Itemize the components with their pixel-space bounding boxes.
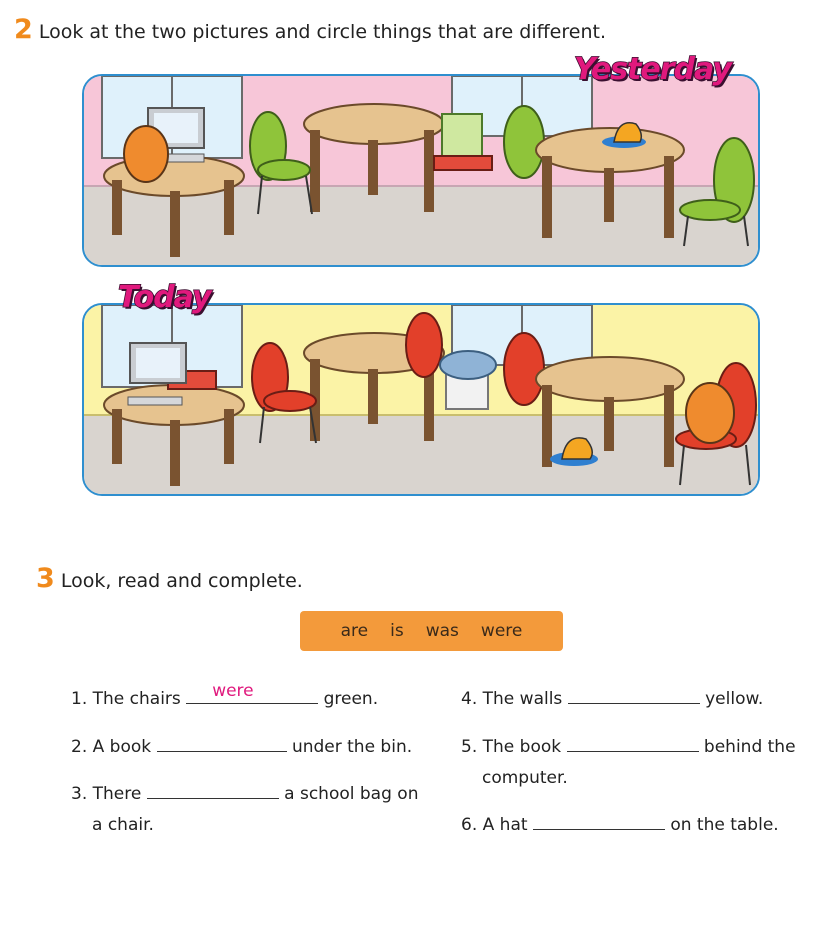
- sentence-4: [461, 689, 763, 709]
- word-bank: [300, 611, 563, 651]
- answer-blank[interactable]: [568, 689, 700, 704]
- item-number: 1.: [71, 689, 88, 709]
- sentence-text: A book: [92, 737, 152, 757]
- sentence-text: The chairs: [92, 689, 181, 709]
- word-bank-item: are: [340, 621, 369, 641]
- answer-blank[interactable]: [147, 784, 279, 799]
- sentence-1: [71, 681, 379, 709]
- sentence-text: under the bin.: [291, 737, 413, 757]
- answer-text: were: [212, 681, 254, 701]
- sentence-text: There: [92, 784, 142, 804]
- item-number: 5.: [461, 737, 478, 757]
- answer-blank[interactable]: [186, 681, 318, 704]
- word-bank-item: is: [390, 621, 404, 641]
- sentence-text: on the table.: [670, 815, 779, 835]
- sentence-text: The book: [482, 737, 562, 757]
- sentence-text: behind the: [703, 737, 796, 757]
- exercise-instruction: Look, read and complete.: [60, 570, 303, 592]
- item-number: 2.: [71, 737, 88, 757]
- answer-blank[interactable]: [157, 737, 287, 752]
- exercise-2-heading: [14, 14, 606, 45]
- exercise-number: 3: [36, 563, 55, 594]
- sentence-text: green.: [323, 689, 379, 709]
- sentence-text: a school bag on: [284, 784, 419, 804]
- item-number: 6.: [461, 815, 478, 835]
- sentence-6: [461, 815, 779, 835]
- label-today: Today: [118, 280, 211, 315]
- answer-blank[interactable]: [567, 737, 699, 752]
- exercise-instruction: Look at the two pictures and circle things that are different.: [38, 21, 606, 43]
- sentence-text: The walls: [482, 689, 563, 709]
- picture-today: [82, 303, 760, 496]
- sentence-text: yellow.: [705, 689, 764, 709]
- label-yesterday: Yesterday: [574, 52, 731, 87]
- sentence-text: A hat: [482, 815, 528, 835]
- answer-blank[interactable]: [533, 815, 665, 830]
- exercise-3-heading: [36, 563, 303, 594]
- item-number: 3.: [71, 784, 88, 804]
- word-bank-item: was: [425, 621, 459, 641]
- sentence-3-continued: a chair.: [92, 815, 154, 835]
- sentence-5: [461, 737, 796, 757]
- picture-yesterday: [82, 74, 760, 267]
- sentence-2: [71, 737, 412, 757]
- sentence-5-continued: computer.: [482, 768, 568, 788]
- item-number: 4.: [461, 689, 478, 709]
- sentence-3: [71, 784, 418, 804]
- exercise-number: 2: [14, 14, 33, 45]
- word-bank-item: were: [480, 621, 523, 641]
